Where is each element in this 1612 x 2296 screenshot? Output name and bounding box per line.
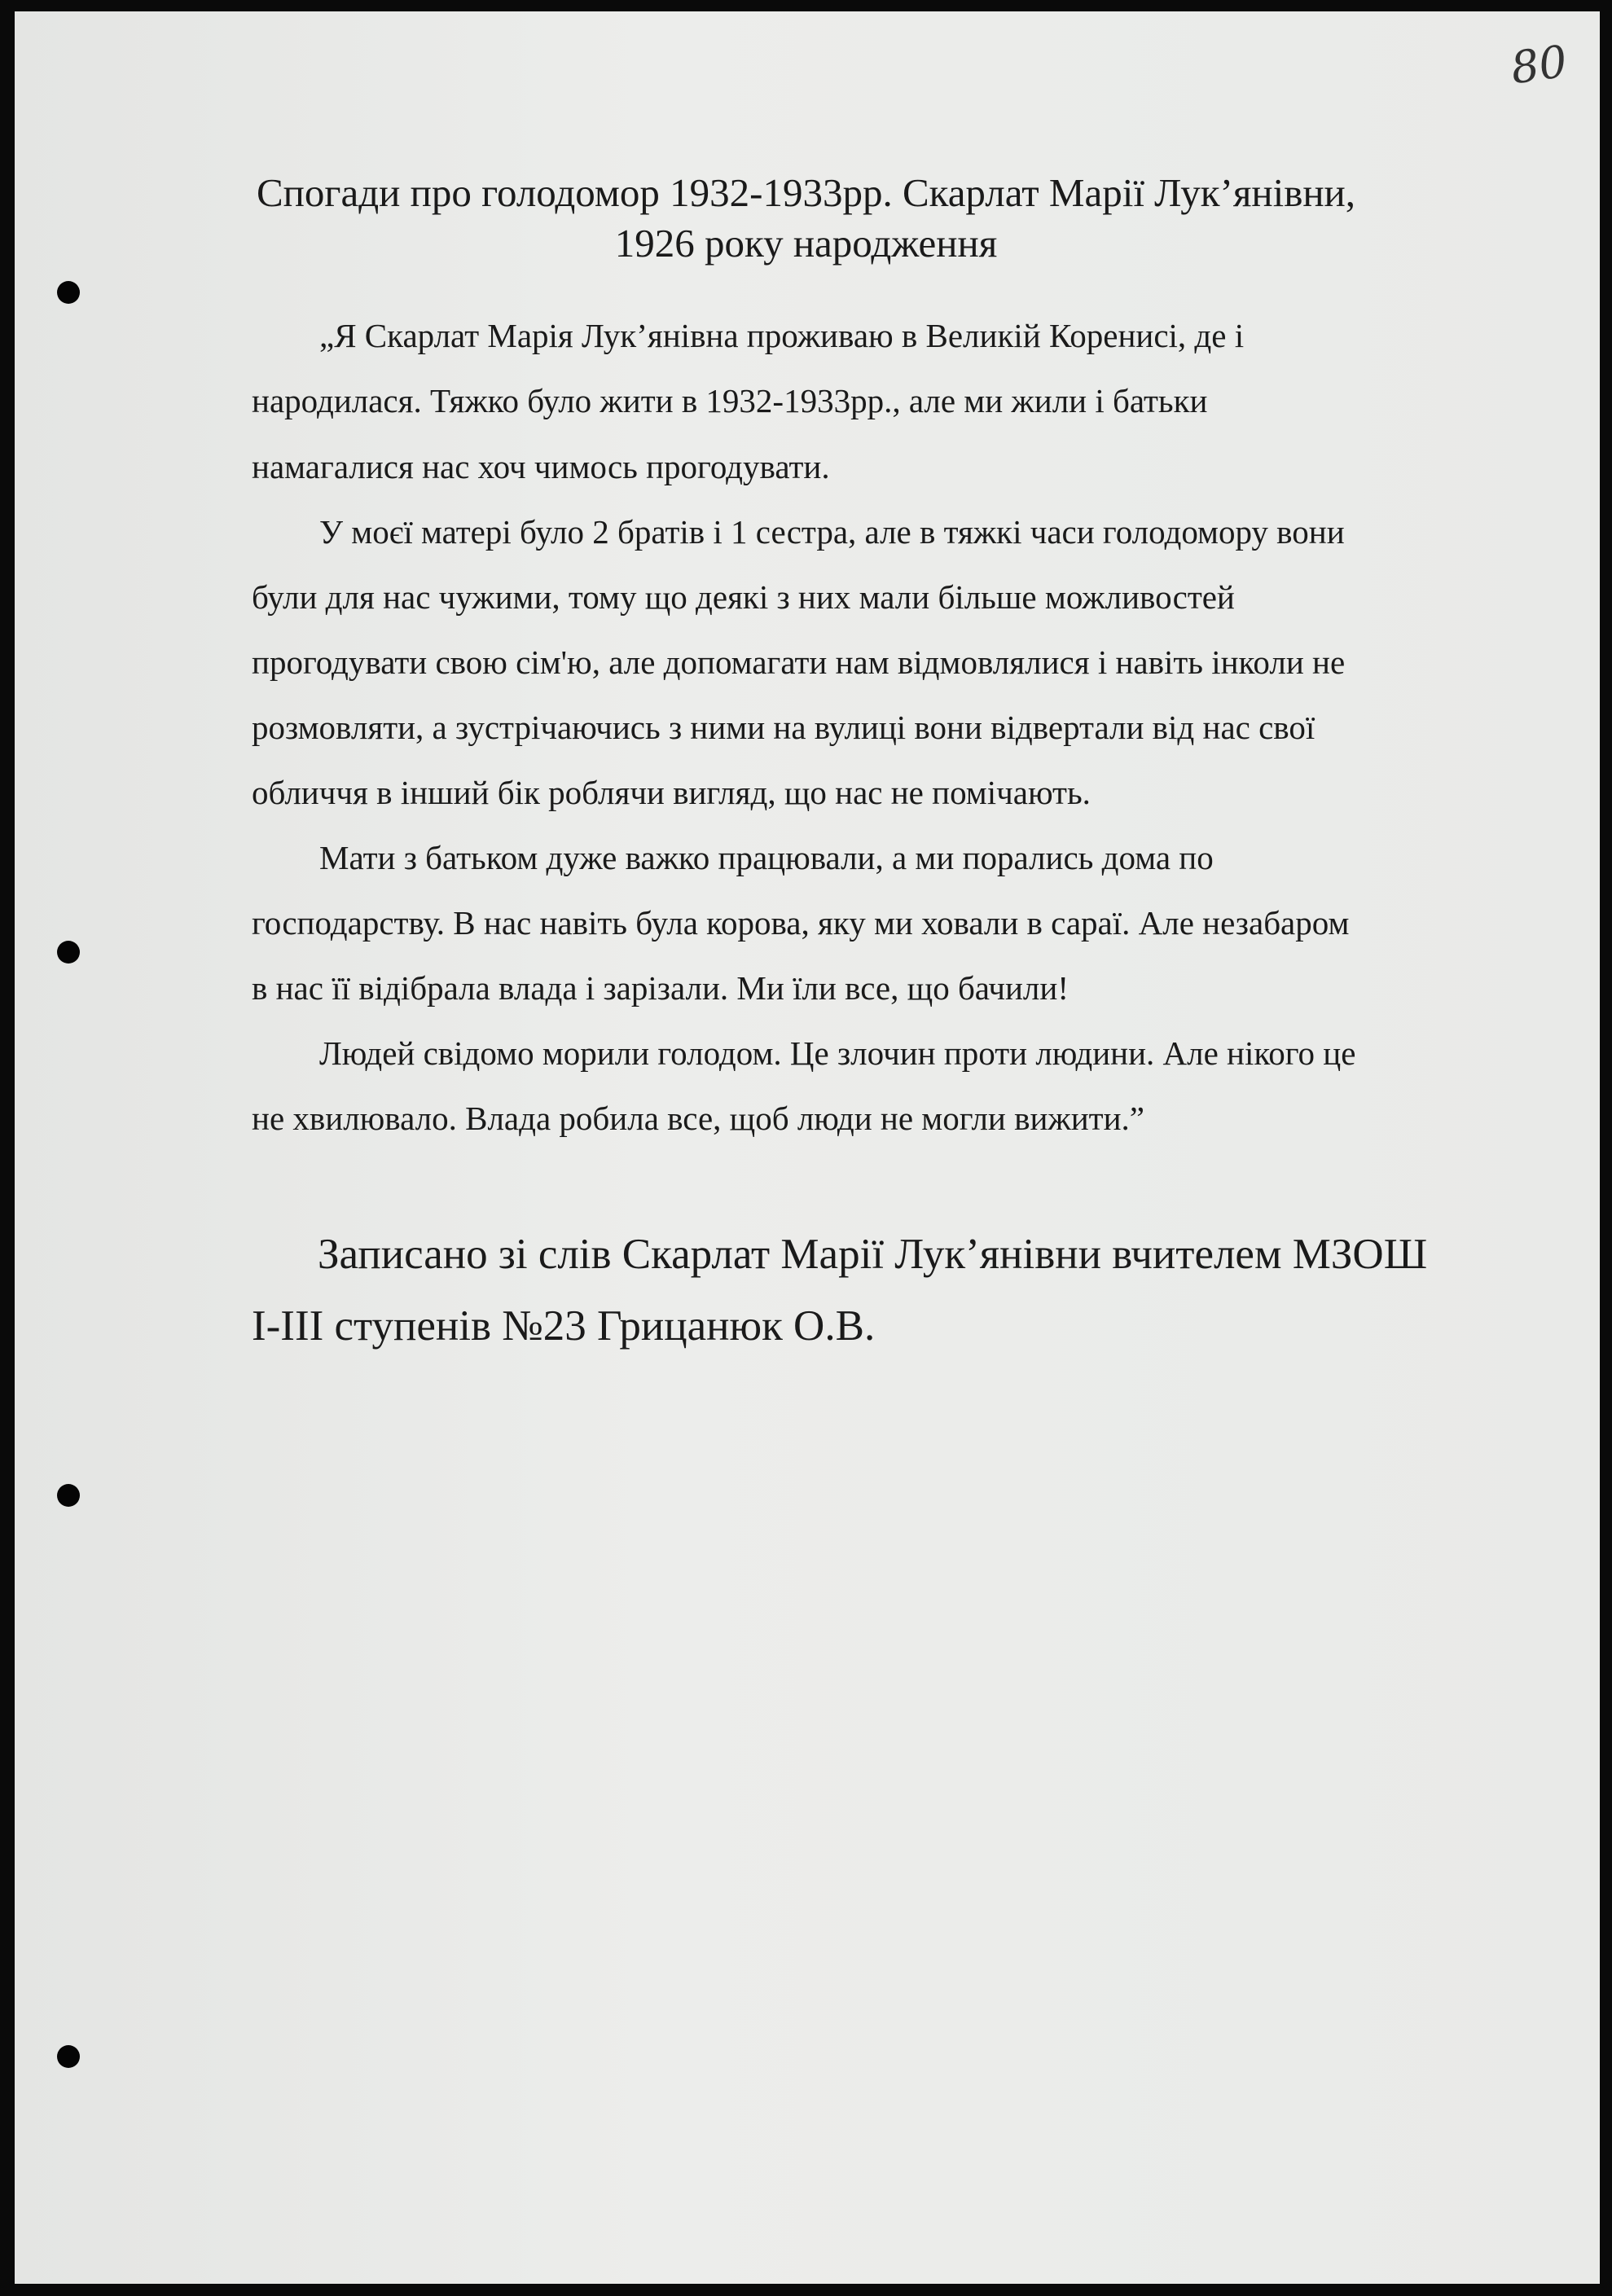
signature-line-1: Записано зі слів Скарлат Марії Лук’янівни вчителем МЗОШ [318,1231,1428,1278]
body-line: „Я Скарлат Марія Лук’янівна проживаю в Великій Коренисі, де і [319,317,1245,354]
body-line: намагалися нас хоч чимось прогодувати. [252,448,830,485]
body-line: в нас її відібрала влада і зарізали. Ми їли все, що бачили! [252,969,1069,1007]
body-line: Мати з батьком дуже важко працювали, а ми порались дома по [319,839,1214,876]
document-title-line-2: 1926 року народження [614,221,998,266]
signature-line-2: І-ІІІ ступенів №23 Грицанюк О.В. [252,1302,876,1350]
handwritten-page-number: 80 [1507,35,1570,94]
body-line: були для нас чужими, тому що деякі з них мали більше можливостей [252,578,1235,616]
body-line: господарству. В нас навіть була корова, яку ми ховали в сараї. Але незабаром [252,904,1350,942]
body-line: розмовляти, а зустрічаючись з ними на вулиці вони відвертали від нас свої [252,709,1316,746]
body-line: народилася. Тяжко було жити в 1932-1933рр., але ми жили і батьки [252,382,1208,419]
punch-hole [57,2045,80,2068]
body-line: Людей свідомо морили голодом. Це злочин проти людини. Але нікого це [319,1034,1356,1072]
punch-hole [57,1484,80,1507]
body-line: не хвилювало. Влада робила все, щоб люди не могли вижити.” [252,1100,1144,1137]
punch-hole [57,941,80,964]
body-line: У моєї матері було 2 братів і 1 сестра, але в тяжкі часи голодомору вони [319,513,1345,551]
body-line: обличчя в інший бік роблячи вигляд, що нас не помічають. [252,774,1091,811]
document-title-line-1: Спогади про голодомор 1932-1933рр. Скарлат Марії Лук’янівни, [256,170,1356,215]
body-line: прогодувати свою сім'ю, але допомагати нам відмовлялися і навіть інколи не [252,643,1346,681]
punch-hole [57,281,80,304]
